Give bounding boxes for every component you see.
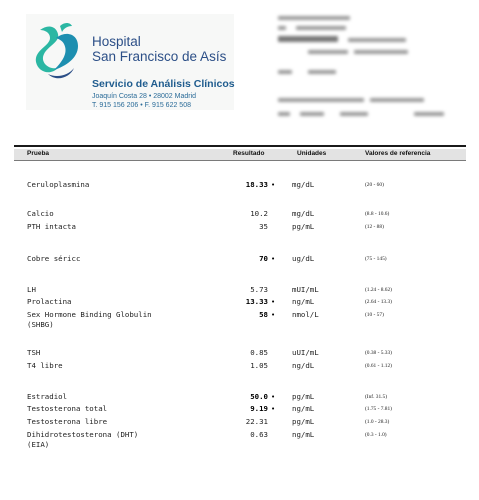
- test-name: Cobre séricc: [27, 254, 81, 263]
- col-prueba: Prueba: [27, 150, 50, 157]
- test-reference: (2.64 - 13.3): [365, 299, 392, 305]
- test-result: 1.05: [250, 361, 268, 370]
- test-unit: mUI/mL: [292, 285, 319, 294]
- test-name: PTH intacta: [27, 222, 76, 231]
- table-row: [0, 417, 479, 429]
- hospital-logo-icon: [34, 20, 82, 82]
- abnormal-flag: •: [271, 181, 276, 189]
- test-result: 50.0: [250, 392, 268, 401]
- test-name-line2: (SHBG): [27, 320, 54, 329]
- test-unit: pg/mL: [292, 417, 315, 426]
- test-unit: mg/dL: [292, 209, 315, 218]
- col-valores-referencia: Valores de referencia: [365, 150, 431, 157]
- test-result: 35: [259, 222, 268, 231]
- table-row: [0, 348, 479, 360]
- col-resultado: Resultado: [233, 150, 265, 157]
- test-reference: (1.0 - 28.3): [365, 419, 390, 425]
- test-result: 0.85: [250, 348, 268, 357]
- test-name: Testosterona libre: [27, 417, 108, 426]
- test-reference: (12 - 88): [365, 224, 384, 230]
- test-result: 18.33: [245, 180, 268, 189]
- test-unit: nmol/L: [292, 310, 319, 319]
- test-name: [27, 430, 138, 450]
- abnormal-flag: •: [271, 255, 276, 263]
- test-unit: pg/mL: [292, 392, 315, 401]
- hospital-contact: [92, 92, 196, 110]
- table-header: [14, 149, 466, 160]
- abnormal-flag: •: [271, 311, 276, 319]
- test-name: TSH: [27, 348, 41, 357]
- redacted-patient-info: [278, 14, 468, 124]
- test-result: 0.63: [250, 430, 268, 439]
- test-name: [27, 310, 152, 330]
- table-row: [0, 285, 479, 297]
- table-row: [0, 430, 479, 450]
- test-unit: mg/dL: [292, 180, 315, 189]
- test-name: Testosterona total: [27, 404, 108, 413]
- test-name: Prolactina: [27, 297, 72, 306]
- abnormal-flag: •: [271, 405, 276, 413]
- test-name-line1: Sex Hormone Binding Globulin: [27, 310, 152, 319]
- test-reference: (0.61 - 1.12): [365, 363, 392, 369]
- test-reference: (20 - 60): [365, 182, 384, 188]
- test-reference: (1.75 - 7.81): [365, 406, 392, 412]
- test-result: 13.33: [245, 297, 268, 306]
- test-reference: (0.3 - 1.0): [365, 432, 387, 438]
- table-row: [0, 361, 479, 373]
- test-reference: (0.38 - 5.33): [365, 350, 392, 356]
- test-name-line1: Dihidrotestosterona (DHT): [27, 430, 139, 439]
- test-name: LH: [27, 285, 36, 294]
- test-result: 5.73: [250, 285, 268, 294]
- test-reference: (10 - 57): [365, 312, 384, 318]
- test-reference: (75 - 145): [365, 256, 387, 262]
- col-unidades: Unidades: [297, 150, 327, 157]
- hospital-header: [26, 14, 234, 110]
- test-reference: (1.24 - 8.62): [365, 287, 392, 293]
- test-name: Estradiol: [27, 392, 68, 401]
- test-reference: (8.8 - 10.6): [365, 211, 390, 217]
- test-reference: (Inf. 31.5): [365, 394, 388, 400]
- test-name: Calcio: [27, 209, 54, 218]
- test-unit: ng/dL: [292, 361, 315, 370]
- table-row: [0, 392, 479, 404]
- hospital-name-line1: Hospital: [92, 34, 141, 49]
- abnormal-flag: •: [271, 393, 276, 401]
- test-unit: ng/mL: [292, 297, 315, 306]
- table-top-rule: [14, 145, 466, 147]
- table-header-rule: [14, 160, 466, 161]
- test-result: 58: [259, 310, 268, 319]
- table-row: [0, 222, 479, 234]
- test-unit: ng/mL: [292, 430, 315, 439]
- test-result: 70: [259, 254, 268, 263]
- hospital-name-line2: San Francisco de Asís: [92, 49, 227, 64]
- test-unit: uUI/mL: [292, 348, 319, 357]
- abnormal-flag: •: [271, 298, 276, 306]
- hospital-phones: T. 915 156 206 • F. 915 622 508: [92, 102, 191, 109]
- table-row: [0, 404, 479, 416]
- test-name-line2: (EIA): [27, 440, 50, 449]
- table-row: [0, 310, 479, 330]
- test-name: Ceruloplasmina: [27, 180, 90, 189]
- test-name: T4 libre: [27, 361, 63, 370]
- test-result: 9.19: [250, 404, 268, 413]
- table-row: [0, 254, 479, 266]
- test-unit: ug/dL: [292, 254, 315, 263]
- test-result: 22.31: [245, 417, 268, 426]
- test-unit: pg/mL: [292, 222, 315, 231]
- hospital-name: [92, 34, 226, 64]
- table-row: [0, 297, 479, 309]
- table-row: [0, 180, 479, 192]
- test-result: 10.2: [250, 209, 268, 218]
- table-row: [0, 209, 479, 221]
- test-unit: ng/mL: [292, 404, 315, 413]
- service-name: Servicio de Análisis Clínicos: [92, 78, 235, 90]
- hospital-address: Joaquín Costa 28 • 28002 Madrid: [92, 93, 197, 100]
